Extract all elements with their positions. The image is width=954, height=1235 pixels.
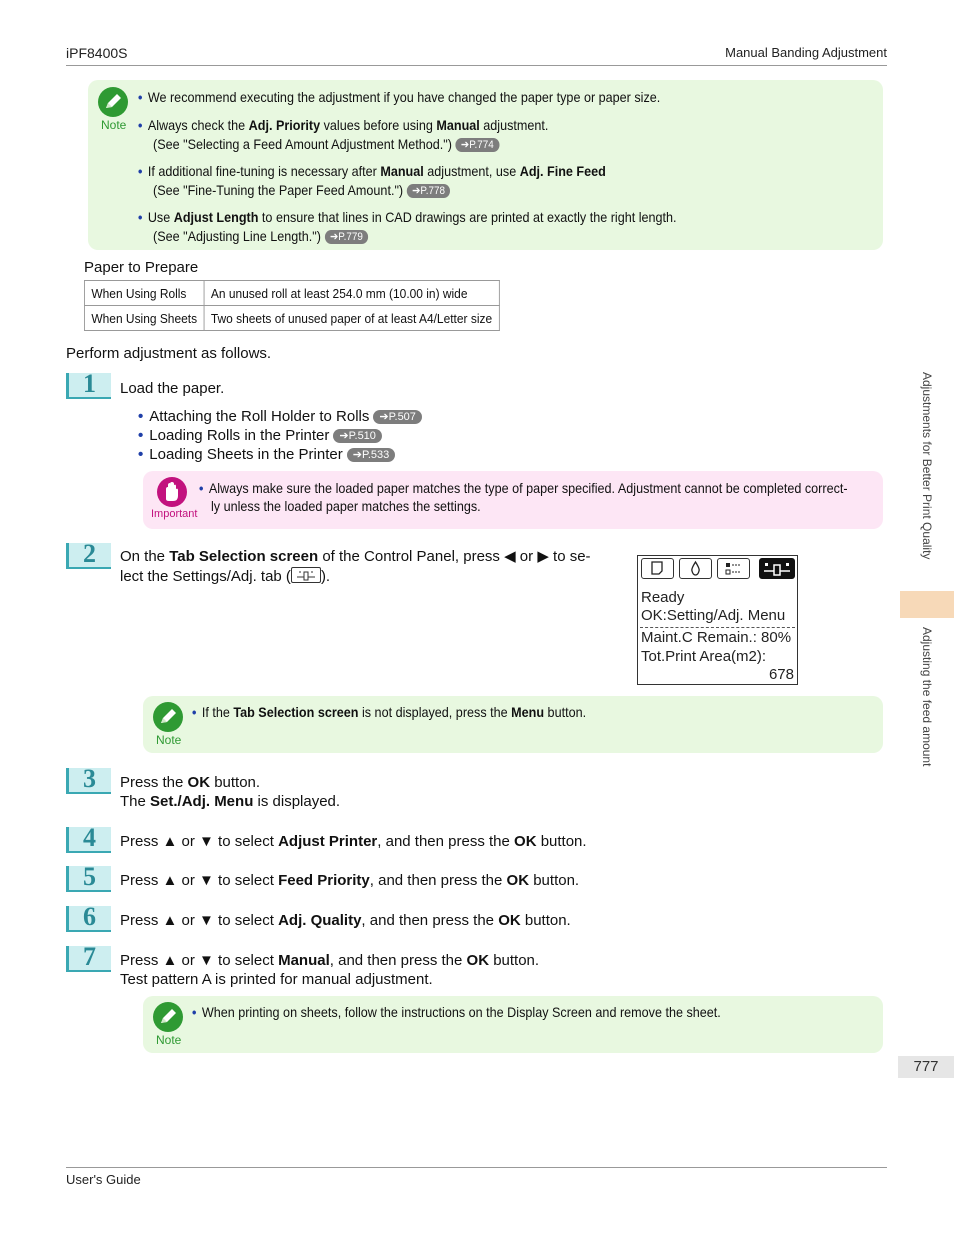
intro-text: Perform adjustment as follows.: [66, 345, 272, 362]
step-number: 7: [66, 946, 111, 972]
job-list-icon: [718, 559, 749, 578]
ink-drop-icon: [680, 559, 711, 578]
link-item[interactable]: • Loading Rolls in the Printer ➔P.510: [138, 426, 382, 445]
footer-divider: [66, 1167, 887, 1168]
link-item[interactable]: • Attaching the Roll Holder to Rolls ➔P.507: [138, 407, 422, 426]
step-2-text-2: lect the Settings/Adj. tab ( ).: [120, 568, 331, 585]
footer-guide-title: User's Guide: [66, 1172, 141, 1187]
note-bullet-3: • If additional fine-tuning is necessary after Manual adjustment, use Adj. Fine Feed: [138, 163, 606, 179]
header-divider: [66, 65, 887, 66]
tab-settings-adj: [759, 558, 795, 579]
settings-adj-icon: [760, 559, 794, 578]
note-pencil-icon: [153, 1002, 183, 1032]
step-number: 5: [66, 866, 111, 892]
hand-stop-icon: [157, 477, 187, 507]
note-see-2: (See "Selecting a Feed Amount Adjustment Method.") ➔P.774: [153, 135, 499, 153]
page-ref-link[interactable]: ➔P.533: [347, 448, 396, 462]
step-number: 1: [66, 373, 111, 399]
tab-ink: [679, 558, 712, 579]
tab-jobs: [717, 558, 750, 579]
paper-table: [84, 280, 499, 331]
step-2-text-1: On the Tab Selection screen of the Control Panel, press ◀ or ▶ to se-: [120, 548, 591, 565]
page-ref-link[interactable]: ➔P.779: [325, 230, 369, 244]
table-cell: When Using Rolls: [84, 281, 204, 306]
tab-paper: [641, 558, 674, 579]
page-number: 777: [898, 1056, 954, 1078]
step-3-text-1: Press the OK button.: [120, 774, 261, 791]
important-text-1: • Always make sure the loaded paper matches the type of paper specified. Adjustment cannot be completed correct-: [199, 480, 848, 496]
paper-icon: [642, 559, 673, 578]
step-1-text: Load the paper.: [120, 380, 225, 397]
table-cell: Two sheets of unused paper of at least A4/Letter size: [204, 306, 499, 331]
step-number: 2: [66, 543, 111, 569]
note-step-7-text: • When printing on sheets, follow the instructions on the Display Screen and remove the sheet.: [192, 1004, 721, 1020]
note-bullet-4: • Use Adjust Length to ensure that lines in CAD drawings are printed at exactly the right length.: [138, 209, 677, 225]
page-ref-link[interactable]: ➔P.510: [333, 429, 382, 443]
side-tab-marker: [900, 591, 954, 618]
step-5-text: Press ▲ or ▼ to select Feed Priority, and then press the OK button.: [120, 872, 580, 889]
lcd-divider: [640, 627, 795, 628]
note-label: Note: [156, 733, 182, 747]
important-text-2: ly unless the loaded paper matches the settings.: [211, 498, 481, 514]
right-arrow-icon: ▶: [537, 548, 549, 565]
lcd-print-area-label: Tot.Print Area(m2):: [641, 648, 767, 665]
note-bullet-2: • Always check the Adj. Priority values before using Manual adjustment.: [138, 117, 549, 133]
page-ref-link[interactable]: ➔P.507: [373, 410, 422, 424]
step-number: 6: [66, 906, 111, 932]
paper-title: Paper to Prepare: [84, 259, 199, 276]
step-number: 4: [66, 827, 111, 853]
link-item[interactable]: • Loading Sheets in the Printer ➔P.533: [138, 445, 395, 464]
table-cell: An unused roll at least 254.0 mm (10.00 in) wide: [204, 281, 499, 306]
side-chapter-title[interactable]: Adjustments for Better Print Quality: [920, 372, 934, 560]
note-pencil-icon: [153, 702, 183, 732]
page-ref-link[interactable]: ➔P.774: [456, 138, 500, 152]
table-cell: When Using Sheets: [84, 306, 204, 331]
lcd-maint-remain: Maint.C Remain.: 80%: [641, 629, 792, 646]
step-6-text: Press ▲ or ▼ to select Adj. Quality, and then press the OK button.: [120, 912, 571, 929]
side-section-title[interactable]: Adjusting the feed amount: [920, 627, 934, 767]
note-see-4: (See "Adjusting Line Length.") ➔P.779: [153, 227, 368, 245]
note-pencil-icon: [98, 87, 128, 117]
lcd-menu-hint: OK:Setting/Adj. Menu: [641, 607, 786, 624]
header-model: iPF8400S: [66, 45, 128, 61]
control-panel-display: [637, 555, 798, 685]
note-see-3: (See "Fine-Tuning the Paper Feed Amount.") ➔P.778: [153, 181, 450, 199]
page-ref-link[interactable]: ➔P.778: [407, 184, 451, 198]
step-3-text-2: The Set./Adj. Menu is displayed.: [120, 793, 341, 810]
important-label: Important: [151, 508, 198, 520]
note-step-2-text: • If the Tab Selection screen is not displayed, press the Menu button.: [192, 704, 587, 720]
note-bullet-1: • We recommend executing the adjustment if you have changed the paper type or paper size.: [138, 89, 661, 105]
lcd-status: Ready: [641, 589, 685, 606]
settings-adj-tab-icon: [291, 567, 321, 583]
step-7-text-1: Press ▲ or ▼ to select Manual, and then press the OK button.: [120, 952, 540, 969]
table-row: [84, 306, 499, 331]
note-label: Note: [101, 118, 127, 132]
step-4-text: Press ▲ or ▼ to select Adjust Printer, and then press the OK button.: [120, 833, 587, 850]
header-section-title: Manual Banding Adjustment: [725, 45, 887, 60]
table-row: [84, 281, 499, 306]
step-number: 3: [66, 768, 111, 794]
step-7-text-2: Test pattern A is printed for manual adjustment.: [120, 971, 433, 988]
left-arrow-icon: ◀: [504, 548, 516, 565]
lcd-print-area-value: 678: [768, 666, 794, 683]
note-label: Note: [156, 1033, 182, 1047]
